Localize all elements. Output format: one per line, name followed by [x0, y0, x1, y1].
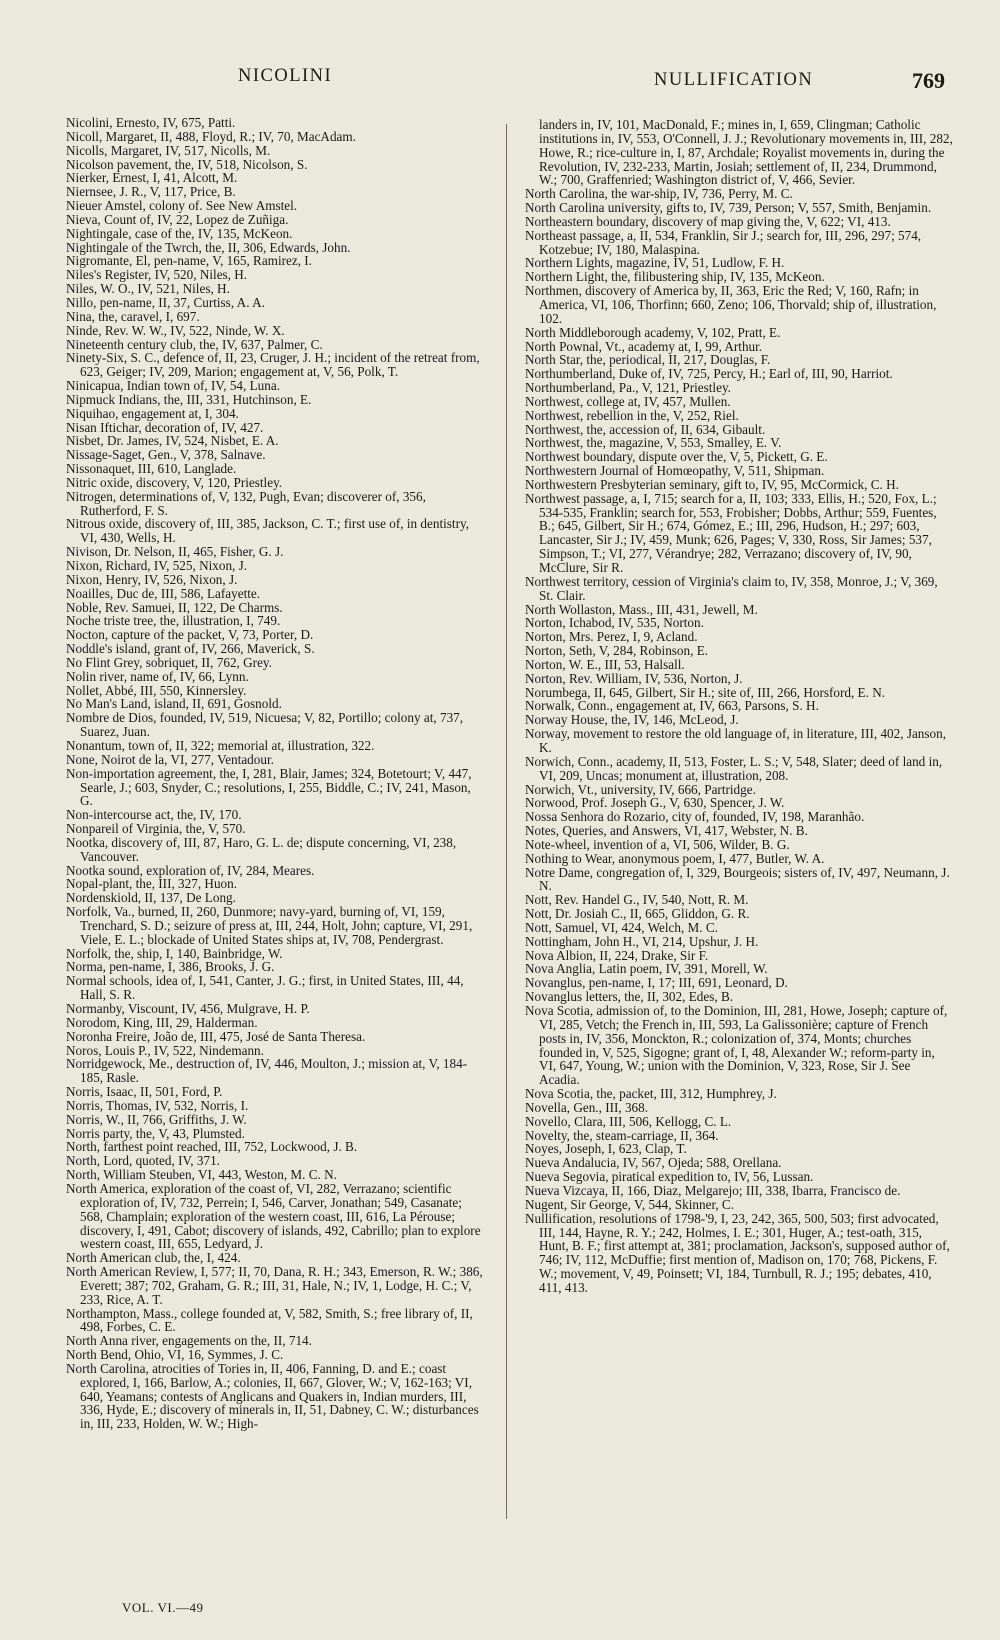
- index-entry: Nipmuck Indians, the, III, 331, Hutchinson, E.: [66, 391, 312, 407]
- index-entry: Normal schools, idea of, I, 541, Canter, J. G.; first, in United States, III, 44, Hall, S. R.: [66, 973, 464, 1003]
- index-entry: North Carolina, atrocities of Tories in, II, 406, Fanning, D. and E.; coast explored, I, 166, Barlow, A.; colonies, II, 667, Glover, W.; V, 162-163; VI, 640, Yeamans; contests of Anglicans and Quakers in, Indian murders, III, 336, Hyde, E.; discovery of minerals in, II, 51, Dabney, C. W.; disturbances in, III, 233, Holden, W. W.; High-: [66, 1360, 479, 1432]
- index-entry: Nueva Andalucia, IV, 567, Ojeda; 588, Orellana.: [525, 1155, 782, 1171]
- index-entry: Nieuer Amstel, colony of. See New Amstel.: [66, 198, 298, 214]
- index-entry: North Star, the, periodical, II, 217, Douglas, F.: [525, 352, 771, 368]
- index-entry: Nicoll, Margaret, II, 488, Floyd, R.; IV, 70, MacAdam.: [66, 128, 356, 144]
- index-entry: Noyes, Joseph, I, 623, Clap, T.: [525, 1141, 687, 1157]
- index-entry: Nigromante, El, pen-name, V, 165, Ramirez, I.: [66, 253, 312, 269]
- volume-signature: VOL. VI.—49: [122, 1600, 204, 1615]
- index-entry: Noddle's island, grant of, IV, 266, Maverick, S.: [66, 641, 315, 657]
- index-entry: Nissonaquet, III, 610, Langlade.: [66, 461, 237, 477]
- index-entry: Nisbet, Dr. James, IV, 524, Nisbet, E. A.: [66, 433, 279, 449]
- index-entry: Nova Scotia, the, packet, III, 312, Humphrey, J.: [525, 1086, 777, 1102]
- index-entry: Northeast passage, a, II, 534, Franklin, Sir J.; search for, III, 296, 297; 574, Kotzebue; IV, 180, Malaspina.: [525, 227, 922, 257]
- index-entry: Norma, pen-name, I, 386, Brooks, J. G.: [66, 959, 275, 975]
- index-entry: Normanby, Viscount, IV, 456, Mulgrave, H. P.: [66, 1001, 310, 1016]
- index-entry: Nitrous oxide, discovery of, III, 385, Jackson, C. T.; first use of, in dentistry, VI, 430, Wells, H.: [66, 516, 470, 546]
- index-entry: Nocton, capture of the packet, V, 73, Porter, D.: [66, 627, 314, 643]
- index-entry: Nullification, resolutions of 1798-'9, I, 23, 242, 365, 500, 503; first advocated, III, 144, Hayne, R. Y.; 242, Holmes, I. E.; 301, Huger, A.; test-oath, 315, Hunt, B. F.; first attempt at, 381; proclamation, Jackson's, supposed author of, 746; IV, 112, McDuffie; first mention of, Madison on, 170; 768, Pickens, F. W.; movement, V, 49, Poinsett; VI, 184, Turnbull, R. J.; 195; debates, 410, 411, 413.: [525, 1210, 950, 1295]
- index-entry: North Middleborough academy, V, 102, Pratt, E.: [525, 324, 781, 340]
- index-entry: Nugent, Sir George, V, 544, Skinner, C.: [525, 1196, 735, 1212]
- index-entry: North America, exploration of the coast of, VI, 282, Verrazano; scientific exploration of, IV, 732, Perrein; I, 546, Carver, Jonathan; 549, Casanate; 568, Champlain; exploration of the western coast, III, 616, La Pérouse; discovery, I, 491, Cabot; discovery of islands, 492, Cabrillo; plan to explore western coast, III, 655, Ledyard, J.: [66, 1180, 481, 1252]
- running-head: [0, 62, 1000, 92]
- index-entry: No Man's Land, island, II, 691, Gosnold.: [66, 696, 282, 712]
- index-entry: Novelty, the, steam-carriage, II, 364.: [525, 1127, 719, 1143]
- index-entry: Niquihao, engagement at, I, 304.: [66, 405, 239, 421]
- index-entry: Northwest, rebellion in the, V, 252, Riel.: [525, 407, 739, 423]
- running-head-right: NULLIFICATION: [654, 70, 814, 90]
- index-entry: Novella, Gen., III, 368.: [525, 1099, 649, 1115]
- index-entry: Norris, Thomas, IV, 532, Norris, I.: [66, 1097, 249, 1113]
- index-entry: Nineteenth century club, the, IV, 637, Palmer, C.: [66, 336, 323, 352]
- index-entry: Northern Light, the, filibustering ship, IV, 135, McKeon.: [525, 269, 825, 285]
- left-column: [66, 116, 484, 1431]
- index-entry: Norton, Mrs. Perez, I, 9, Acland.: [525, 629, 698, 645]
- index-entry: Nightingale of the Twrch, the, II, 306, Edwards, John.: [66, 239, 351, 255]
- index-entry: Norfolk, the, ship, I, 140, Bainbridge, W.: [66, 945, 283, 961]
- index-entry: Novello, Clara, III, 506, Kellogg, C. L.: [525, 1113, 732, 1129]
- index-entry: Nootka sound, exploration of, IV, 284, Meares.: [66, 862, 315, 878]
- index-entry: Nierker, Ernest, I, 41, Alcott, M.: [66, 170, 238, 186]
- index-entry: Nova Albion, II, 224, Drake, Sir F.: [525, 947, 709, 963]
- index-entry: Nisan Iftichar, decoration of, IV, 427.: [66, 419, 264, 435]
- index-entry: Nicolls, Margaret, IV, 517, Nicolls, M.: [66, 142, 271, 158]
- index-entry: Nillo, pen-name, II, 37, Curtiss, A. A.: [66, 294, 265, 310]
- index-entry: Norway House, the, IV, 146, McLeod, J.: [525, 712, 739, 728]
- index-entry: Norridgewock, Me., destruction of, IV, 446, Moulton, J.; mission at, V, 184-185, Rasle.: [66, 1056, 468, 1086]
- index-entry: Non-intercourse act, the, IV, 170.: [66, 807, 242, 823]
- index-entry: Noailles, Duc de, III, 586, Lafayette.: [66, 585, 261, 601]
- index-entry: Norton, Ichabod, IV, 535, Norton.: [525, 615, 704, 631]
- index-entry: Nueva Vizcaya, II, 166, Diaz, Melgarejo; III, 338, Ibarra, Francisco de.: [525, 1182, 901, 1198]
- index-entry: Nollet, Abbé, III, 550, Kinnersley.: [66, 682, 247, 698]
- index-entry: Northwestern Presbyterian seminary, gift to, IV, 95, McCormick, C. H.: [525, 476, 899, 492]
- index-entry: Northwest passage, a, I, 715; search for a, II, 103; 333, Ellis, H.; 520, Fox, L.; 534-535, Franklin; search for, 553, Frobisher; Dobbs, Arthur; 559, Fuentes, B.; 645, Gilbert, Sir H.; 674, Gómez, E.; III, 296, Hudson, H.; 297; 603, Lancaster, Sir J.; IV, 459, Munk; 626, Pages; V, 330, Ross, Sir James; 537, Simpson, T.; VI, 277, Vérandrye; 282, Verrazano; discovery of, IV, 90, McClure, Sir R.: [525, 490, 937, 575]
- index-entry: Nonpareil of Virginia, the, V, 570.: [66, 821, 246, 837]
- index-entry: North, farthest point reached, III, 752, Lockwood, J. B.: [66, 1139, 358, 1155]
- index-entry: Norfolk, Va., burned, II, 260, Dunmore; navy-yard, burning of, VI, 159, Trenchard, S. D.; seizure of press at, III, 244, Holt, John; capture, VI, 291, Viele, E. L.; blockade of United States ships at, IV, 708, Pendergrast.: [66, 904, 473, 947]
- index-entry: Northern Lights, magazine, IV, 51, Ludlow, F. H.: [525, 255, 785, 271]
- index-entry: Norumbega, II, 645, Gilbert, Sir H.; site of, III, 266, Horsford, E. N.: [525, 684, 886, 700]
- index-entry: Nova Scotia, admission of, to the Dominion, III, 281, Howe, Joseph; capture of, VI, 285, Vetch; the French in, III, 593, La Galissonière; capture of French posts in, IV, 356, Monckton, R.; colonization of, 374, Monts; churches founded in, V, 525, Sigogne; grant of, I, 48, Alexander W.; reform-party in, VI, 647, Young, W.; union with the Dominion, V, 323, Rose, Sir J. See Acadia.: [525, 1003, 948, 1088]
- index-entry: North Wollaston, Mass., III, 431, Jewell, M.: [525, 601, 758, 617]
- index-entry: Nossa Senhora do Rozario, city of, founded, IV, 198, Maranhão.: [525, 809, 865, 825]
- index-entry: Norwood, Prof. Joseph G., V, 630, Spencer, J. W.: [525, 795, 785, 811]
- index-entry: North American club, the, I, 424.: [66, 1250, 241, 1266]
- index-entry: Ninicapua, Indian town of, IV, 54, Luna.: [66, 378, 281, 394]
- index-entry: Nottingham, John H., VI, 214, Upshur, J. H.: [525, 933, 759, 949]
- index-entry: Nicolson pavement, the, IV, 518, Nicolson, S.: [66, 156, 308, 172]
- index-entry: No Flint Grey, sobriquet, II, 762, Grey.: [66, 654, 272, 670]
- index-entry: Nopal-plant, the, III, 327, Huon.: [66, 876, 238, 892]
- index-entry: Ninde, Rev. W. W., IV, 522, Ninde, W. X.: [66, 322, 285, 338]
- index-entry: Northwest, the, magazine, V, 553, Smalley, E. V.: [525, 435, 782, 451]
- index-entry: Northwestern Journal of Homœopathy, V, 511, Shipman.: [525, 463, 825, 479]
- index-entry: Nixon, Richard, IV, 525, Nixon, J.: [66, 558, 248, 573]
- index-entry: Non-importation agreement, the, I, 281, Blair, James; 324, Botetourt; V, 447, Searle, J.; 603, Snyder, C.; resolutions, I, 255, Biddle, C.; IV, 241, Mason, G.: [66, 765, 472, 809]
- index-entry: None, Noirot de la, VI, 277, Ventadour.: [66, 751, 274, 767]
- index-entry: Northmen, discovery of America by, II, 363, Eric the Red; V, 160, Rafn; in America, VI, 106, Thorfinn; 660, Zeno; 106, Thorvald; ship of, illustration, 102.: [525, 283, 937, 326]
- index-entry: Norway, movement to restore the old language of, in literature, III, 402, Janson, K.: [525, 726, 947, 755]
- index-entry: Nieva, Count of, IV, 22, Lopez de Zuñiga.: [66, 211, 289, 227]
- index-entry: Nueva Segovia, piratical expedition to, IV, 56, Lussan.: [525, 1169, 814, 1185]
- index-entry: Niles's Register, IV, 520, Niles, H.: [66, 267, 248, 283]
- index-entry: Noche triste tree, the, illustration, I, 749.: [66, 613, 281, 629]
- index-entry: Notre Dame, congregation of, I, 329, Bourgeois; sisters of, IV, 497, Neumann, J. N.: [525, 864, 950, 894]
- index-entry: North Pownal, Vt., academy at, I, 99, Arthur.: [525, 338, 763, 354]
- index-entry: North Bend, Ohio, VI, 16, Symmes, J. C.: [66, 1347, 284, 1363]
- index-entry: Nott, Dr. Josiah C., II, 665, Gliddon, G. R.: [525, 906, 750, 922]
- index-entry: Nitrogen, determinations of, V, 132, Pugh, Evan; discoverer of, 356, Rutherford, F. S.: [66, 488, 426, 518]
- index-entry: Notes, Queries, and Answers, VI, 417, Webster, N. B.: [525, 823, 808, 839]
- index-entry: Northwest, the, accession of, II, 634, Gibault.: [525, 421, 766, 437]
- index-entry: Nott, Samuel, VI, 424, Welch, M. C.: [525, 919, 718, 935]
- column-divider: [506, 124, 507, 1519]
- running-head-left: NICOLINI: [238, 66, 333, 86]
- index-entry: Noronha Freire, João de, III, 475, José de Santa Theresa.: [66, 1028, 366, 1044]
- index-entry: Novanglus letters, the, II, 302, Edes, B.: [525, 989, 734, 1005]
- index-entry: North Carolina, the war-ship, IV, 736, Perry, M. C.: [525, 186, 793, 202]
- index-entry: Novanglus, pen-name, I, 17; III, 691, Leonard, D.: [525, 975, 788, 991]
- index-entry: Northeastern boundary, discovery of map giving the, V, 622; VI, 413.: [525, 213, 891, 229]
- index-entry: Northampton, Mass., college founded at, V, 582, Smith, S.; free library of, II, 498, Forbes, C. E.: [66, 1305, 473, 1335]
- index-entry: Nova Anglia, Latin poem, IV, 391, Morell, W.: [525, 961, 768, 977]
- index-entry: Nivison, Dr. Nelson, II, 465, Fisher, G. J.: [66, 544, 284, 560]
- index-entry: Noros, Louis P., IV, 522, Nindemann.: [66, 1042, 264, 1058]
- index-entry: Ninety-Six, S. C., defence of, II, 23, Cruger, J. H.; incident of the retreat from, 623, Geiger; IV, 209, Marion; engagement at, V, 56, Polk, T.: [66, 350, 480, 380]
- index-entry: Norwich, Vt., university, IV, 666, Partridge.: [525, 781, 756, 797]
- page-number: 769: [912, 68, 945, 93]
- index-entry: Norton, Rev. William, IV, 536, Norton, J.: [525, 670, 743, 686]
- index-entry: Nissage-Saget, Gen., V, 378, Salnave.: [66, 447, 266, 463]
- index-entry: Nootka, discovery of, III, 87, Haro, G. L. de; dispute concerning, VI, 238, Vancouver.: [66, 834, 457, 864]
- index-entry: Northwest territory, cession of Virginia's claim to, IV, 358, Monroe, J.; V, 369, St. Clair.: [525, 573, 938, 603]
- index-entry: Norris party, the, V, 43, Plumsted.: [66, 1125, 245, 1141]
- index-entry: Nitric oxide, discovery, V, 120, Priestley.: [66, 474, 283, 490]
- index-entry: North Carolina university, gifts to, IV, 739, Person; V, 557, Smith, Benjamin.: [525, 200, 932, 216]
- index-entry: Nombre de Dios, founded, IV, 519, Nicuesa; V, 82, Portillo; colony at, 737, Suarez, Juan.: [66, 710, 464, 740]
- index-entry: Norris, Isaac, II, 501, Ford, P.: [66, 1084, 223, 1100]
- index-entry: North Anna river, engagements on the, II, 714.: [66, 1333, 312, 1349]
- index-entry: Niles, W. O., IV, 521, Niles, H.: [66, 281, 230, 297]
- index-entry: Northumberland, Duke of, IV, 725, Percy, H.; Earl of, III, 90, Harriot.: [525, 366, 893, 382]
- index-entry: North, William Steuben, VI, 443, Weston, M. C. N.: [66, 1167, 337, 1183]
- index-entry: Nixon, Henry, IV, 526, Nixon, J.: [66, 571, 238, 587]
- index-entry: Nightingale, case of the, IV, 135, McKeon.: [66, 225, 293, 241]
- index-entry: Nicolini, Ernesto, IV, 675, Patti.: [66, 115, 236, 130]
- index-entry: Niernsee, J. R., V, 117, Price, B.: [66, 184, 236, 200]
- index-entry: North, Lord, quoted, IV, 371.: [66, 1153, 220, 1169]
- right-column: [525, 118, 953, 1295]
- index-entry: Nolin river, name of, IV, 66, Lynn.: [66, 668, 249, 684]
- index-entry: Nothing to Wear, anonymous poem, I, 477, Butler, W. A.: [525, 850, 825, 866]
- index-entry: Note-wheel, invention of a, VI, 506, Wilder, B. G.: [525, 836, 790, 852]
- index-entry: landers in, IV, 101, MacDonald, F.; mines in, I, 659, Clingman; Catholic institutions in, IV, 553, O'Connell, J. J.; Revolutionary movements in, III, 282, Howe, R.; rice-culture in, I, 87, Archdale; Royalist movements in, during the Revolution, IV, 232-233, Martin, Josiah; settlement of, II, 234, Drummond, W.; 700, Graffenried; Washington district of, V, 466, Sevier.: [539, 117, 953, 188]
- index-entry: Norris, W., II, 766, Griffiths, J. W.: [66, 1111, 247, 1127]
- index-entry: Noble, Rev. Samuei, II, 122, De Charms.: [66, 599, 283, 615]
- index-entry: Norwalk, Conn., engagement at, IV, 663, Parsons, S. H.: [525, 698, 819, 714]
- index-entry: North American Review, I, 577; II, 70, Dana, R. H.; 343, Emerson, R. W.; 386, Everett; 387; 702, Graham, G. R.; III, 31, Hale, N.; IV, 1, Lodge, H. C.; V, 233, Rice, A. T.: [66, 1264, 483, 1307]
- index-entry: Northwest, college at, IV, 457, Mullen.: [525, 393, 731, 409]
- index-entry: Nonantum, town of, II, 322; memorial at, illustration, 322.: [66, 737, 375, 753]
- index-entry: Norton, Seth, V, 284, Robinson, E.: [525, 643, 709, 659]
- index-entry: Nordenskiold, II, 137, De Long.: [66, 890, 236, 906]
- index-entry: Nott, Rev. Handel G., IV, 540, Nott, R. M.: [525, 892, 749, 908]
- index-entry: Northwest boundary, dispute over the, V, 5, Pickett, G. E.: [525, 449, 828, 465]
- index-entry: Norodom, King, III, 29, Halderman.: [66, 1014, 258, 1030]
- index-entry: Northumberland, Pa., V, 121, Priestley.: [525, 380, 731, 396]
- index-entry: Norwich, Conn., academy, II, 513, Foster, L. S.; V, 548, Slater; deed of land in, VI, 209, Uncas; monument at, illustration, 208.: [525, 753, 943, 783]
- index-entry: Norton, W. E., III, 53, Halsall.: [525, 656, 685, 672]
- index-entry: Nina, the, caravel, I, 697.: [66, 308, 200, 324]
